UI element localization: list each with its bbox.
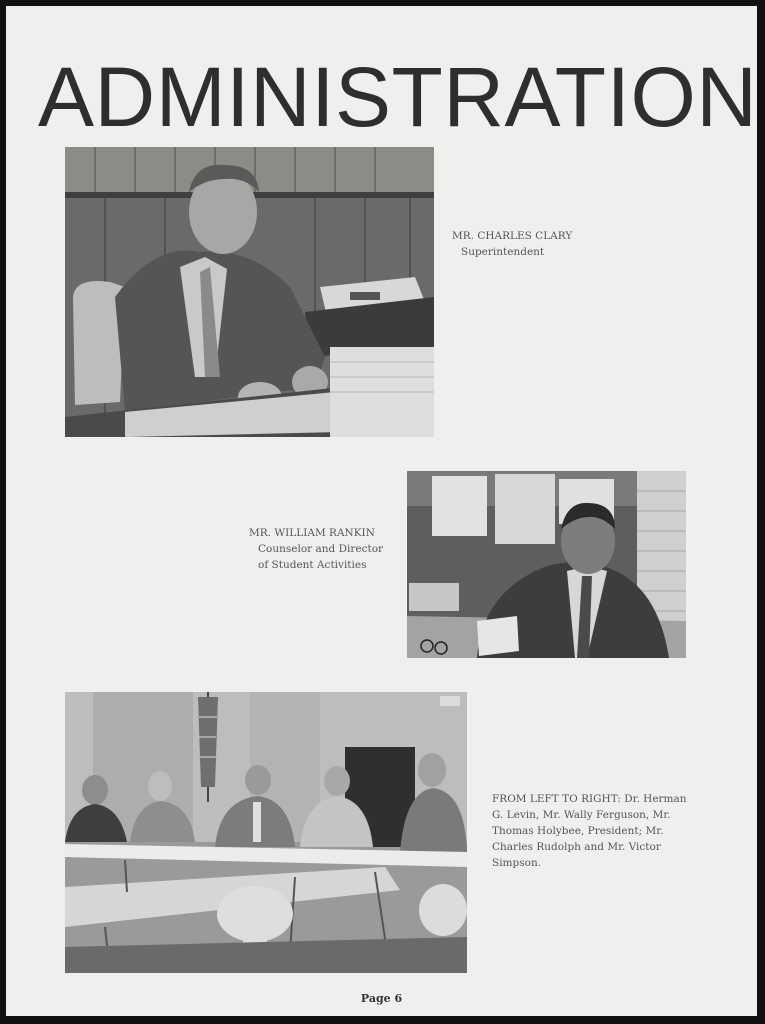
superintendent-role: Superintendent	[461, 246, 545, 258]
page-number: Page 6	[360, 992, 403, 1005]
superintendent-photo	[65, 147, 434, 437]
superintendent-name: MR. CHARLES CLARY	[452, 230, 573, 242]
counselor-caption	[249, 525, 383, 573]
board-caption-line-3: Thomas Holybee, President; Mr.	[492, 825, 664, 837]
yearbook-page	[6, 6, 757, 1016]
page-title: ADMINISTRATION	[38, 50, 758, 144]
counselor-role-line-2: of Student Activities	[258, 559, 367, 571]
counselor-name: MR. WILLIAM RANKIN	[249, 527, 375, 539]
board-caption-line-2: G. Levin, Mr. Wally Ferguson, Mr.	[492, 809, 671, 821]
counselor-photo	[407, 471, 686, 658]
counselor-role-line-1: Counselor and Director	[258, 543, 384, 555]
board-meeting-photo	[65, 692, 467, 973]
superintendent-caption	[452, 228, 572, 260]
board-caption-line-5: Simpson.	[492, 857, 542, 869]
board-caption	[492, 791, 732, 871]
board-caption-line-4: Charles Rudolph and Mr. Victor	[492, 841, 661, 853]
board-caption-line-1: FROM LEFT TO RIGHT: Dr. Herman	[492, 793, 687, 805]
